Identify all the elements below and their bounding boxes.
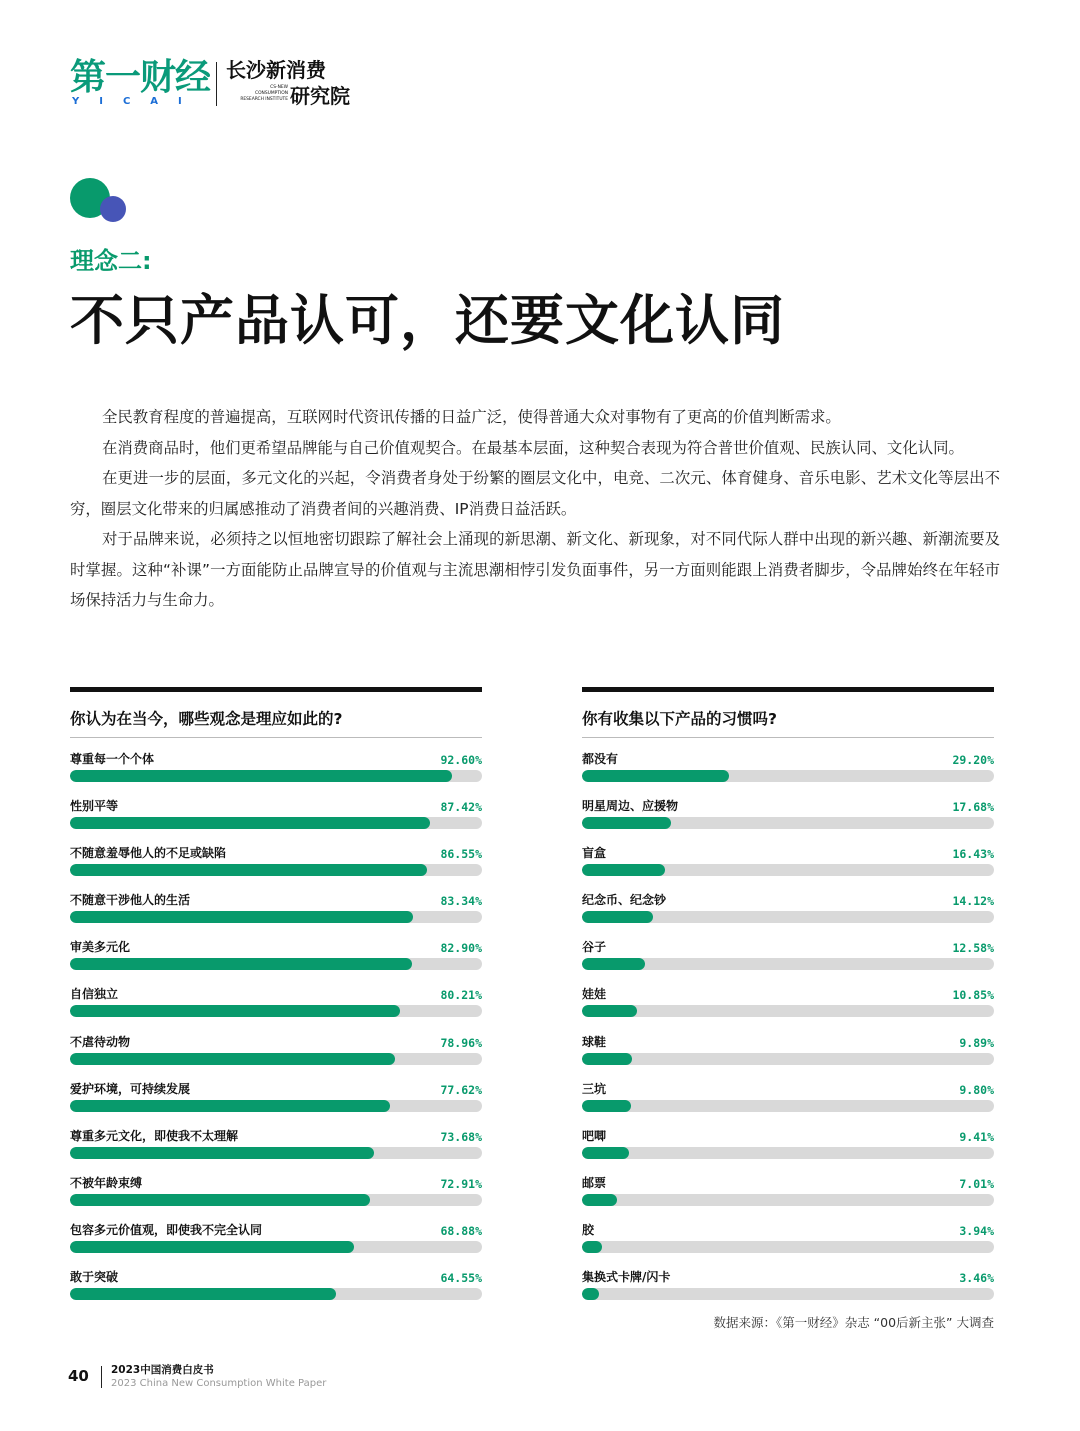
chart-row — [582, 791, 994, 838]
bar-track — [70, 911, 482, 923]
bar — [70, 958, 412, 970]
bar-label: 尊重每一个个体 — [70, 752, 155, 766]
chart-row — [70, 979, 482, 1026]
bar-label: 尊重多元文化，即使我不太理解 — [70, 1128, 239, 1143]
bar-value-label: 3.94% — [959, 1223, 994, 1238]
bar-value-label: 73.68% — [440, 1129, 482, 1144]
bar-label: 都没有 — [582, 752, 619, 766]
chart-row — [70, 1262, 482, 1309]
bar-label: 性别平等 — [70, 799, 119, 814]
footer-divider — [101, 1366, 102, 1388]
chart-row — [582, 744, 994, 791]
institute-logo-line1: 长沙新消费 — [226, 58, 326, 82]
bar-track — [582, 770, 994, 782]
bar-label: 敢于突破 — [70, 1270, 119, 1285]
chart-row — [582, 885, 994, 932]
collecting-chart — [582, 687, 994, 1309]
bar — [70, 1100, 390, 1112]
chart-row — [582, 1262, 994, 1309]
bar — [70, 1241, 354, 1253]
bar — [582, 817, 671, 829]
bar-track — [70, 1241, 482, 1253]
bar-track — [582, 1241, 994, 1253]
chart-divider — [70, 737, 482, 738]
chart-top-rule — [582, 687, 994, 692]
page-number: 40 — [68, 1367, 89, 1385]
bar-track — [70, 770, 482, 782]
chart-row — [582, 1215, 994, 1262]
yicai-logo — [70, 58, 210, 106]
chart-row — [70, 885, 482, 932]
bar — [582, 1005, 637, 1017]
chart-divider — [582, 737, 994, 738]
bar-track — [70, 1053, 482, 1065]
bar-label: 明星周边、应援物 — [582, 799, 679, 814]
chart-row — [70, 744, 482, 791]
values-chart — [70, 687, 482, 1309]
bar — [582, 911, 653, 923]
bar-label: 自信独立 — [70, 987, 119, 1002]
bar-value-label: 92.60% — [440, 753, 482, 767]
page-title: 不只产品认可，还要文化认同 — [70, 289, 785, 352]
bar-label: 邮票 — [582, 1175, 607, 1190]
bar-track — [582, 1100, 994, 1112]
chart-row — [582, 1074, 994, 1121]
paragraph: 全民教育程度的普遍提高，互联网时代资讯传播的日益广泛，使得普通大众对事物有了更高的价值判断需求。 — [102, 408, 841, 426]
bar-value-label: 68.88% — [440, 1223, 482, 1238]
bar-label: 娃娃 — [582, 987, 607, 1002]
bar-value-label: 64.55% — [440, 1271, 482, 1286]
chart-rows — [70, 744, 482, 1309]
logo-divider — [216, 62, 217, 106]
chart-row — [70, 1027, 482, 1074]
bar — [70, 864, 427, 876]
bar-value-label: 7.01% — [959, 1176, 994, 1191]
bar-value-label: 10.85% — [952, 988, 994, 1003]
bar-value-label: 83.34% — [440, 894, 482, 909]
bar — [582, 1147, 629, 1159]
chart-row — [70, 1168, 482, 1215]
bar-value-label: 3.46% — [959, 1271, 994, 1286]
paragraph: 在消费商品时，他们更希望品牌能与自己价值观契合。在最基本层面，这种契合表现为符合普世价值观、民族认同、文化认同。 — [102, 438, 964, 457]
bar-track — [582, 1288, 994, 1300]
bar — [70, 911, 413, 923]
bar-track — [582, 1147, 994, 1159]
bar-label: 不随意干涉他人的生活 — [70, 893, 191, 908]
bar-label: 三坑 — [582, 1081, 607, 1096]
institute-logo-en: CS-NEW CONSUMPTION RESEARCH INSTITUTE — [240, 85, 288, 102]
bar-value-label: 80.21% — [440, 988, 482, 1003]
chart-title: 你有收集以下产品的习惯吗? — [582, 710, 777, 728]
chart-row — [70, 1074, 482, 1121]
bar-track — [582, 911, 994, 923]
chart-title: 你认为在当今，哪些观念是理应如此的? — [70, 710, 343, 728]
chart-row — [582, 1027, 994, 1074]
bar-track — [70, 1194, 482, 1206]
bar-label: 不虐待动物 — [70, 1034, 131, 1049]
decorative-blue-dot — [100, 196, 126, 222]
bar — [70, 1288, 336, 1300]
bar-label: 集换式卡牌/闪卡 — [582, 1270, 671, 1285]
bar-label: 胶 — [582, 1222, 595, 1237]
bar-value-label: 78.96% — [440, 1035, 482, 1050]
paragraph: 在更进一步的层面，多元文化的兴起，令消费者身处于纷繁的圈层文化中，电竞、二次元、体育健身、音乐电影、艺术文化等层出不穷，圈层文化带来的归属感推动了消费者间的兴趣消费、IP消费日益活跃。 — [70, 469, 1000, 518]
bar — [582, 770, 729, 782]
chart-row — [582, 1168, 994, 1215]
paragraph: 对于品牌来说，必须持之以恒地密切跟踪了解社会上涌现的新思潮、新文化、新现象，对不同代际人群中出现的新兴趣、新潮流要及时掌握。这种“补课”一方面能防止品牌宣导的价值观与主流思潮相悖引发负面事件，另一方面则能跟上消费者脚步，令品牌始终在年轻市场保持活力与生命力。 — [70, 530, 1000, 609]
bar-track — [70, 958, 482, 970]
bar — [70, 1194, 370, 1206]
bar-track — [582, 864, 994, 876]
bar-label: 不随意羞辱他人的不足或缺陷 — [70, 846, 227, 861]
bar-track — [582, 1194, 994, 1206]
bar — [582, 1053, 632, 1065]
data-source-note: 数据来源：《第一财经》杂志 “00后新主张” 大调查 — [713, 1315, 994, 1330]
bar-value-label: 12.58% — [952, 941, 994, 956]
bar-value-label: 72.91% — [440, 1176, 482, 1191]
chart-row — [70, 791, 482, 838]
bar-track — [70, 864, 482, 876]
yicai-logo-pinyin: YICAI — [72, 96, 202, 107]
bar-value-label: 14.12% — [952, 894, 994, 909]
bar-value-label: 86.55% — [440, 847, 482, 862]
bar — [70, 1053, 395, 1065]
bar — [582, 1194, 617, 1206]
bar-track — [70, 1288, 482, 1300]
bar — [70, 770, 452, 782]
bar — [582, 864, 665, 876]
bar — [582, 1241, 602, 1253]
chart-row — [70, 1215, 482, 1262]
chart-top-rule — [70, 687, 482, 692]
footer-title-cn: 2023中国消费白皮书 — [111, 1364, 214, 1376]
bar-track — [582, 1053, 994, 1065]
bar-label: 不被年龄束缚 — [70, 1175, 143, 1190]
bar-track — [582, 1005, 994, 1017]
body-text — [70, 402, 1000, 616]
bar-label: 吧唧 — [582, 1128, 607, 1143]
bar-track — [70, 1100, 482, 1112]
bar-value-label: 17.68% — [952, 800, 994, 815]
bar-value-label: 87.42% — [440, 800, 482, 815]
chart-row — [582, 979, 994, 1026]
institute-logo-line2: 研究院 — [290, 84, 350, 108]
chart-row — [582, 838, 994, 885]
bar — [582, 958, 645, 970]
chart-row — [582, 932, 994, 979]
bar-value-label: 16.43% — [952, 847, 994, 862]
chart-rows — [582, 744, 994, 1309]
bar-value-label: 9.80% — [959, 1082, 994, 1097]
institute-logo — [226, 58, 396, 108]
bar-value-label: 29.20% — [952, 753, 994, 767]
bar — [70, 817, 430, 829]
bar-value-label: 9.41% — [959, 1129, 994, 1144]
bar-track — [70, 1147, 482, 1159]
chart-row — [582, 1121, 994, 1168]
bar-label: 爱护环境，可持续发展 — [70, 1081, 191, 1096]
chart-row — [70, 1121, 482, 1168]
bar-label: 包容多元价值观，即使我不完全认同 — [70, 1222, 263, 1237]
bar-label: 审美多元化 — [70, 940, 131, 955]
section-label: 理念二: — [70, 247, 152, 275]
bar — [70, 1005, 400, 1017]
chart-row — [70, 932, 482, 979]
bar-label: 球鞋 — [582, 1034, 607, 1049]
chart-row — [70, 838, 482, 885]
bar — [70, 1147, 374, 1159]
bar — [582, 1100, 631, 1112]
bar-track — [582, 958, 994, 970]
bar-track — [582, 817, 994, 829]
bar-value-label: 82.90% — [440, 941, 482, 956]
bar-track — [70, 1005, 482, 1017]
bar-value-label: 9.89% — [959, 1035, 994, 1050]
yicai-logo-text: 第一财经 — [70, 57, 211, 98]
bar-label: 谷子 — [582, 940, 607, 955]
footer-title-en: 2023 China New Consumption White Paper — [111, 1378, 327, 1389]
bar-track — [70, 817, 482, 829]
bar-label: 盲盒 — [582, 846, 607, 861]
bar-label: 纪念币、纪念钞 — [582, 893, 667, 908]
bar — [582, 1288, 599, 1300]
bar-value-label: 77.62% — [440, 1082, 482, 1097]
